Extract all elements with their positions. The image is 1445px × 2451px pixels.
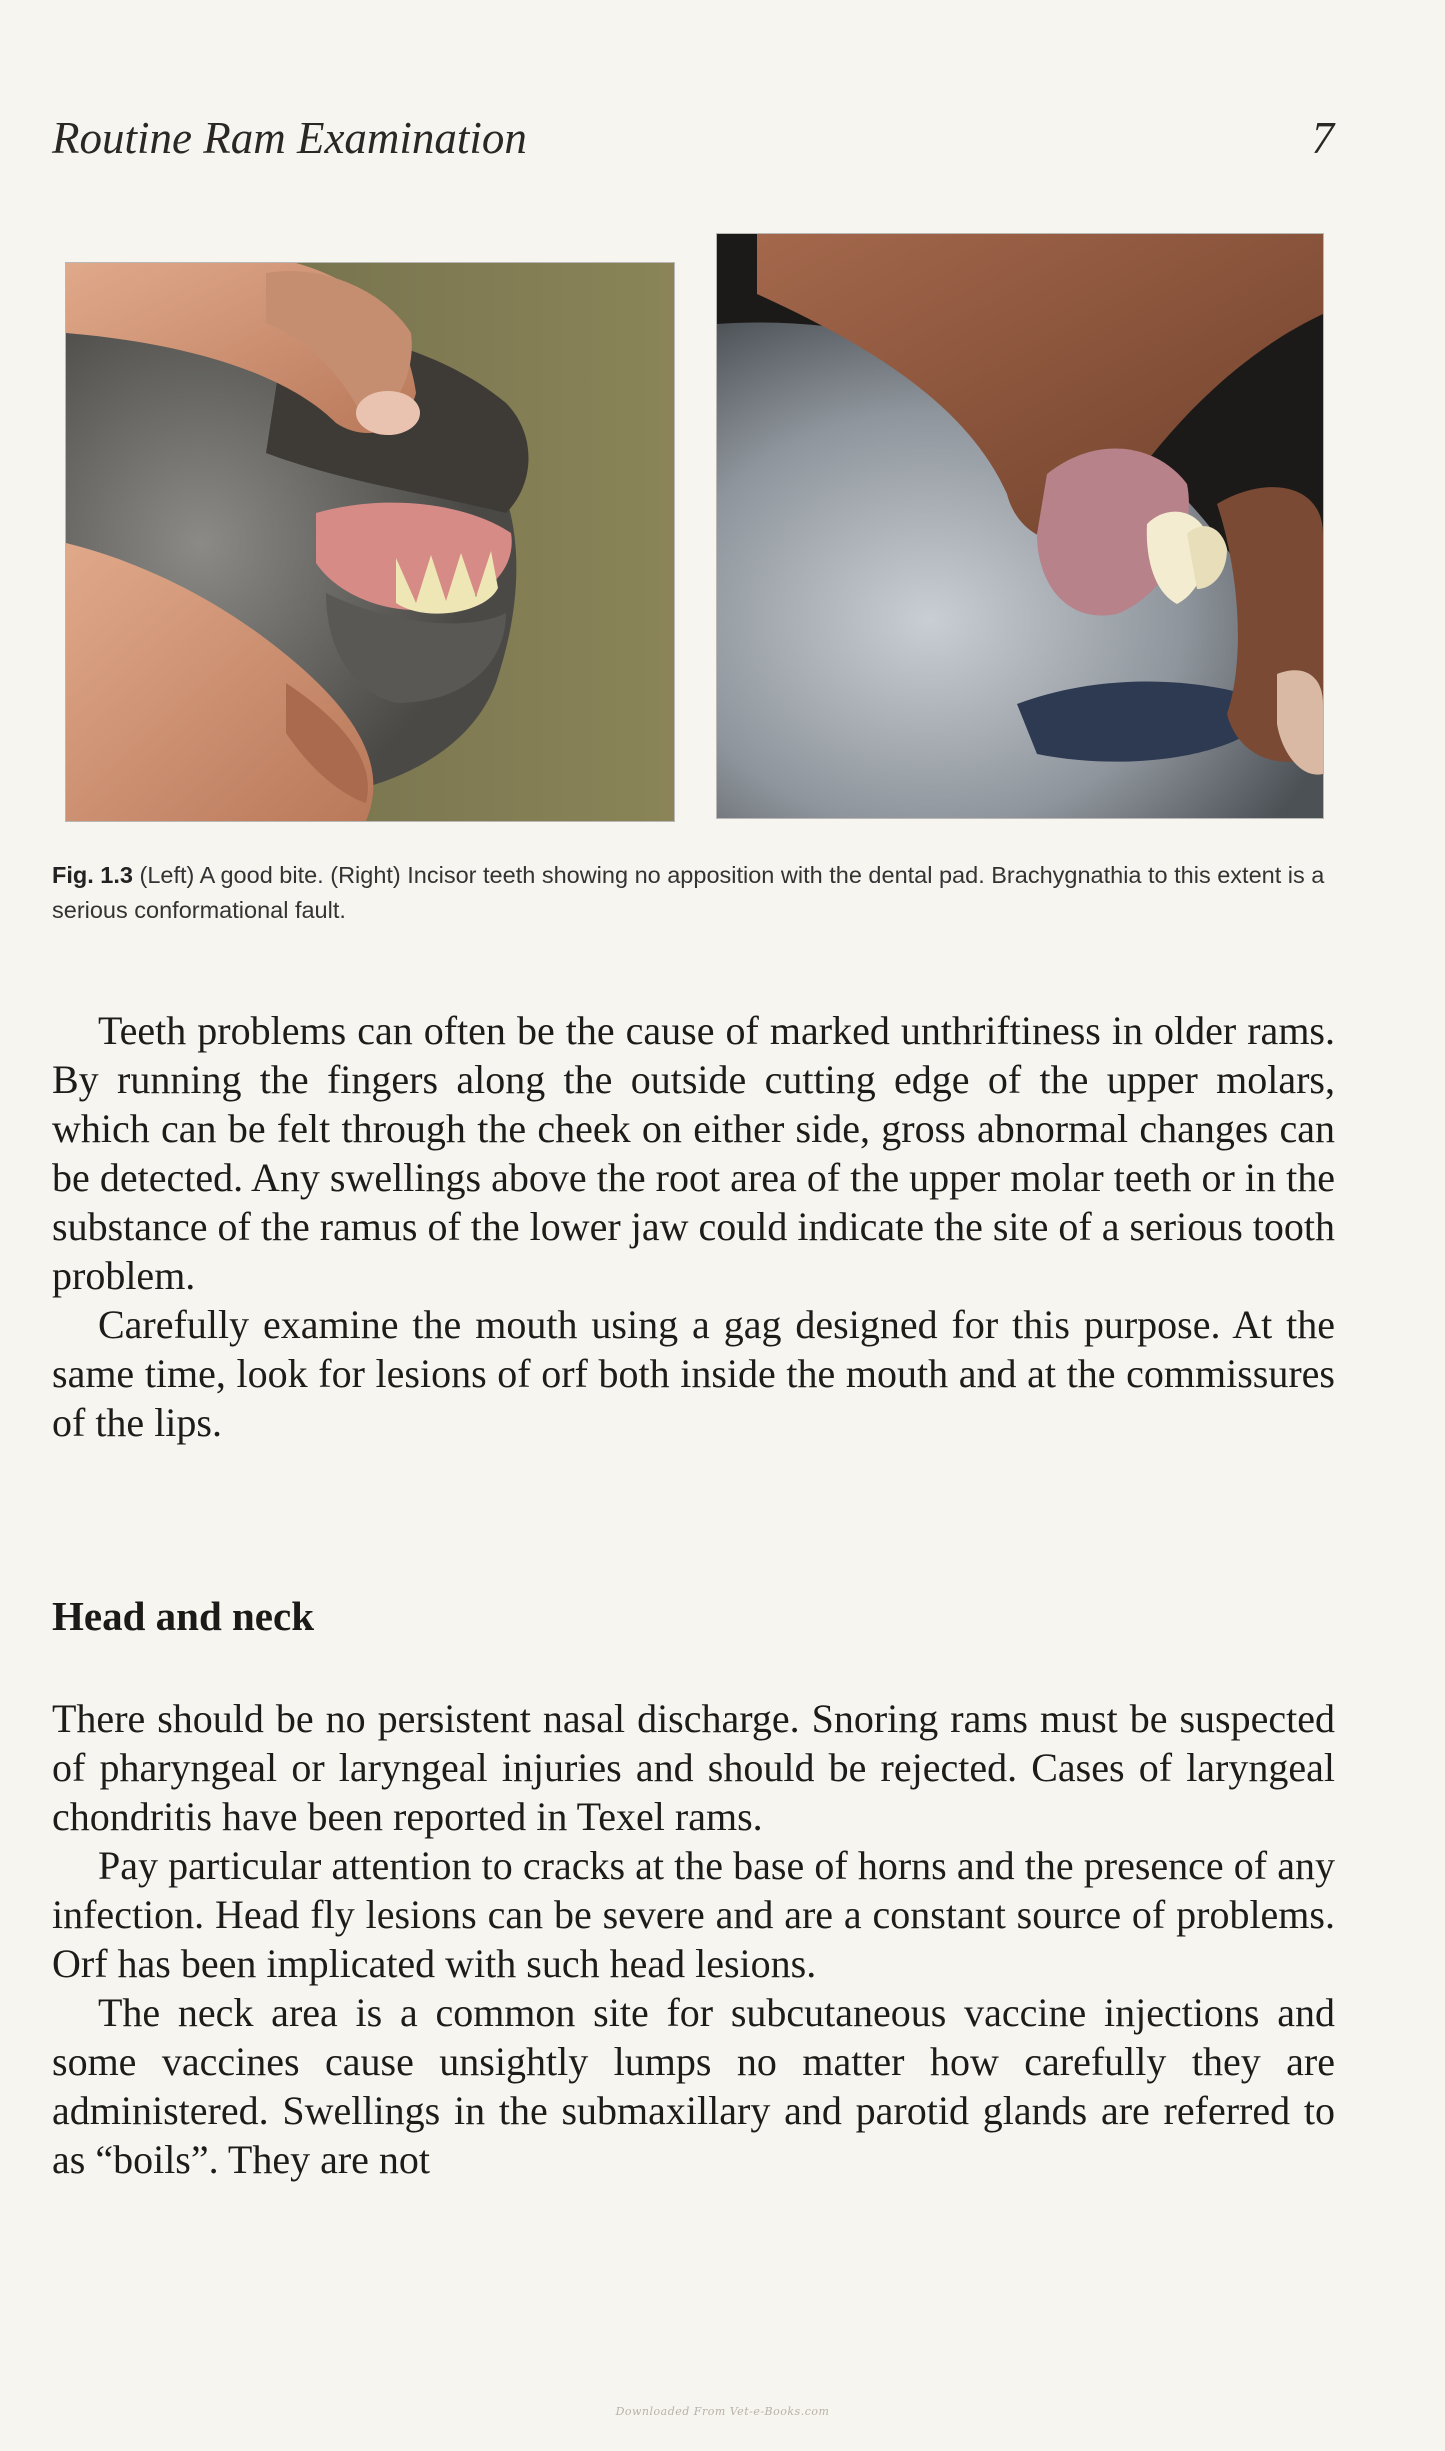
photo-good-bite-image	[66, 263, 674, 821]
photo-good-bite	[66, 263, 674, 821]
paragraph-nasal-discharge: There should be no persistent nasal discharge. Snoring rams must be suspected of pharyngeal or laryngeal injuries and should be rejected. Cases of laryngeal chondritis have been reported in Texel rams.	[52, 1696, 1335, 1839]
paragraph-mouth-exam: Carefully examine the mouth using a gag designed for this purpose. At the same time, look for lesions of orf both inside the mouth and at the commissures of the lips.	[52, 1302, 1335, 1445]
running-title: Routine Ram Examination	[52, 113, 527, 163]
paragraph-teeth-problems: Teeth problems can often be the cause of marked unthriftiness in older rams. By running the fingers along the outside cutting edge of the upper molars, which can be felt through the cheek on either side, gross abnormal changes can be detected. Any swellings above the root area of the upper molar teeth or in the substance of the ramus of the lower jaw could indicate the site of a serious tooth problem.	[52, 1008, 1335, 1298]
download-watermark: Downloaded From Vet-e-Books.com	[615, 2405, 830, 2418]
running-header	[52, 112, 1334, 172]
teeth-section	[52, 1006, 1335, 1447]
figure-label: Fig. 1.3	[52, 862, 133, 888]
paragraph-horns: Pay particular attention to cracks at the base of horns and the presence of any infection. Head fly lesions can be severe and are a constant source of problems. Orf has been implicated with such head lesions.	[52, 1843, 1335, 1986]
photo-brachygnathia-image	[717, 234, 1323, 818]
figure-caption	[52, 858, 1342, 928]
figure-caption-text: (Left) A good bite. (Right) Incisor teeth showing no apposition with the dental pad. Brachygnathia to this extent is a serious conformational fault.	[52, 862, 1325, 923]
paragraph-neck-area: The neck area is a common site for subcutaneous vaccine injections and some vaccines cause unsightly lumps no matter how carefully they are administered. Swellings in the submaxillary and parotid glands are referred to as “boils”. They are not	[52, 1990, 1335, 2182]
section-heading-head-and-neck: Head and neck	[52, 1593, 314, 1639]
page-number: 7	[1311, 113, 1334, 163]
photo-brachygnathia	[717, 234, 1323, 818]
head-and-neck-section	[52, 1694, 1335, 2184]
